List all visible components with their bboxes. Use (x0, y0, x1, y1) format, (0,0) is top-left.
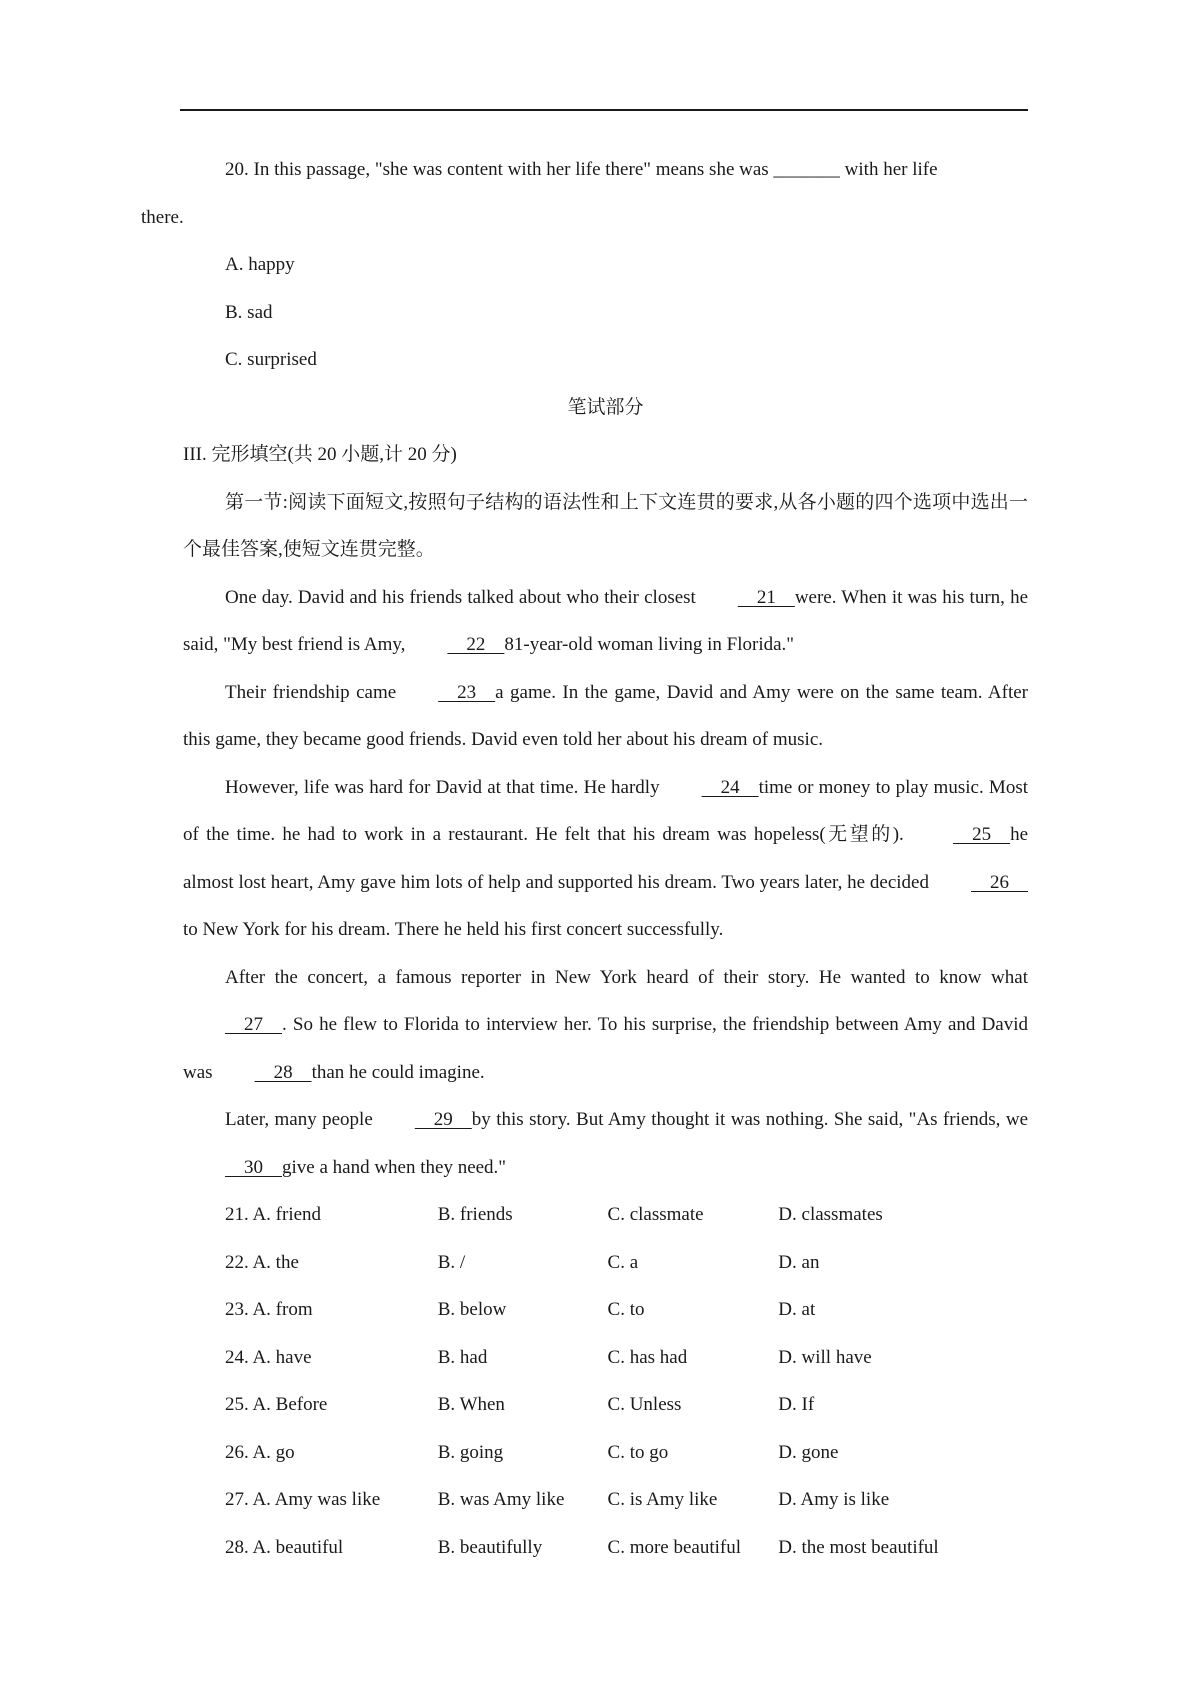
choice-d: D. the most beautiful (778, 1536, 939, 1558)
choice-c: C. to (607, 1299, 645, 1320)
passage-text: he almost lost heart, Amy gave him lots of help and supported his dream. Two years later, he decided (183, 824, 1028, 893)
q20-stem (141, 146, 1028, 241)
q20-option-c: C. surprised (225, 349, 317, 370)
passage-paragraph-5 (183, 1096, 1028, 1191)
choice-row-23 (183, 1286, 1028, 1334)
choices-table (183, 1191, 1028, 1571)
choice-a: 26. A. go (225, 1441, 295, 1463)
blank-24: 24 (701, 776, 759, 798)
choice-a: 27. A. Amy was like (225, 1489, 381, 1510)
choice-a: 24. A. have (225, 1346, 312, 1368)
choice-d: D. classmates (778, 1204, 883, 1225)
choice-row-21 (183, 1191, 1028, 1239)
passage-paragraph-4 (183, 954, 1028, 1097)
passage-text: were. When it was his turn, he said, "My best friend is Amy, (183, 586, 1028, 655)
choice-d: D. If (778, 1394, 815, 1415)
part3-heading: III. 完形填空(共 20 小题,计 20 分) (183, 444, 457, 465)
choice-row-24 (183, 1334, 1028, 1382)
choice-row-22 (183, 1239, 1028, 1287)
blank-28: 28 (254, 1061, 312, 1083)
choice-b: B. friends (437, 1204, 513, 1225)
blank-22: 22 (447, 634, 505, 655)
choice-a: 23. A. from (225, 1299, 313, 1320)
choice-d: D. an (778, 1251, 820, 1273)
choice-c: C. a (607, 1251, 639, 1273)
choice-row-26 (183, 1429, 1028, 1477)
blank-25: 25 (953, 824, 1011, 845)
blank-29: 29 (414, 1109, 472, 1130)
passage-paragraph-3 (183, 764, 1028, 954)
choice-b: B. beautifully (437, 1536, 543, 1558)
section-title: 笔试部分 (567, 396, 644, 418)
blank-30: 30 (225, 1156, 282, 1178)
choice-a: 21. A. friend (225, 1204, 322, 1225)
choice-a: 25. A. Before (225, 1394, 328, 1415)
choice-c: C. to go (607, 1441, 669, 1463)
choice-b: B. going (437, 1441, 504, 1463)
q20-stem-line1: 20. In this passage, "she was content with her life there" means she was _______ with her life (225, 159, 938, 180)
blank-27: 27 (225, 1014, 282, 1035)
blank-26: 26 (971, 871, 1028, 893)
choice-c: C. classmate (607, 1204, 704, 1225)
choice-b: B. had (437, 1346, 488, 1368)
choice-b: B. was Amy like (437, 1489, 565, 1510)
choice-d: D. gone (778, 1441, 839, 1463)
choice-d: D. at (778, 1299, 816, 1320)
choice-b: B. When (437, 1394, 505, 1415)
choice-d: D. Amy is like (778, 1489, 890, 1510)
blank-23: 23 (438, 681, 496, 703)
choice-row-25 (183, 1381, 1028, 1429)
passage-paragraph-1 (183, 574, 1028, 669)
passage-text: 81-year-old woman living in Florida." (504, 634, 795, 655)
passage-text: than he could imagine. (311, 1061, 485, 1083)
passage-text: One day. David and his friends talked about who their closest (225, 586, 696, 608)
part3-instruction (183, 479, 1028, 574)
passage-text: by this story. But Amy thought it was nothing. She said, "As friends, we (471, 1109, 1028, 1130)
q20-option-a: A. happy (225, 254, 295, 275)
passage-text: . So he flew to Florida to interview her. To his surprise, the friendship between Amy and David was (183, 1014, 1028, 1083)
instruction-line2: 项中选出一个最佳答案,使短文连贯完整。 (183, 491, 1028, 560)
choice-c: C. Unless (607, 1394, 682, 1415)
passage-text: time or money to play music. Most of the time. he had to work in a restaurant. He felt that his dream was hopeless(无望的). (183, 776, 1028, 845)
passage-text: Their friendship came (225, 681, 397, 703)
choice-b: B. below (437, 1299, 507, 1320)
page-content (141, 146, 1028, 1571)
choice-a: 22. A. the (225, 1251, 299, 1273)
q20-option-b: B. sad (225, 301, 273, 323)
header-rule (180, 109, 1028, 111)
passage-text: After the concert, a famous reporter in New York heard of their story. He wanted to know what (225, 966, 1028, 988)
q20-stem-line2: there. (141, 206, 184, 228)
passage-text: However, life was hard for David at that time. He hardly (225, 776, 660, 798)
passage-paragraph-2 (183, 669, 1028, 764)
choice-row-28 (183, 1524, 1028, 1572)
choice-c: C. has had (607, 1346, 688, 1368)
choice-b: B. / (437, 1251, 466, 1273)
passage-text: give a hand when they need." (282, 1156, 507, 1178)
passage-text: Later, many people (225, 1109, 373, 1130)
choice-c: C. more beautiful (607, 1536, 742, 1558)
choice-d: D. will have (778, 1346, 872, 1368)
choice-a: 28. A. beautiful (225, 1536, 344, 1558)
blank-21: 21 (737, 586, 795, 608)
choice-c: C. is Amy like (607, 1489, 718, 1510)
instruction-line1: 第一节:阅读下面短文,按照句子结构的语法性和上下文连贯的要求,从各小题的四个选 (225, 491, 933, 513)
passage-text: to New York for his dream. There he held his first concert successfully. (183, 919, 724, 940)
passage-text: a game. In the game, David and Amy were on the same team. After this game, they became good friends. David even told her about his dream of music. (183, 681, 1028, 750)
choice-row-27 (183, 1476, 1028, 1524)
